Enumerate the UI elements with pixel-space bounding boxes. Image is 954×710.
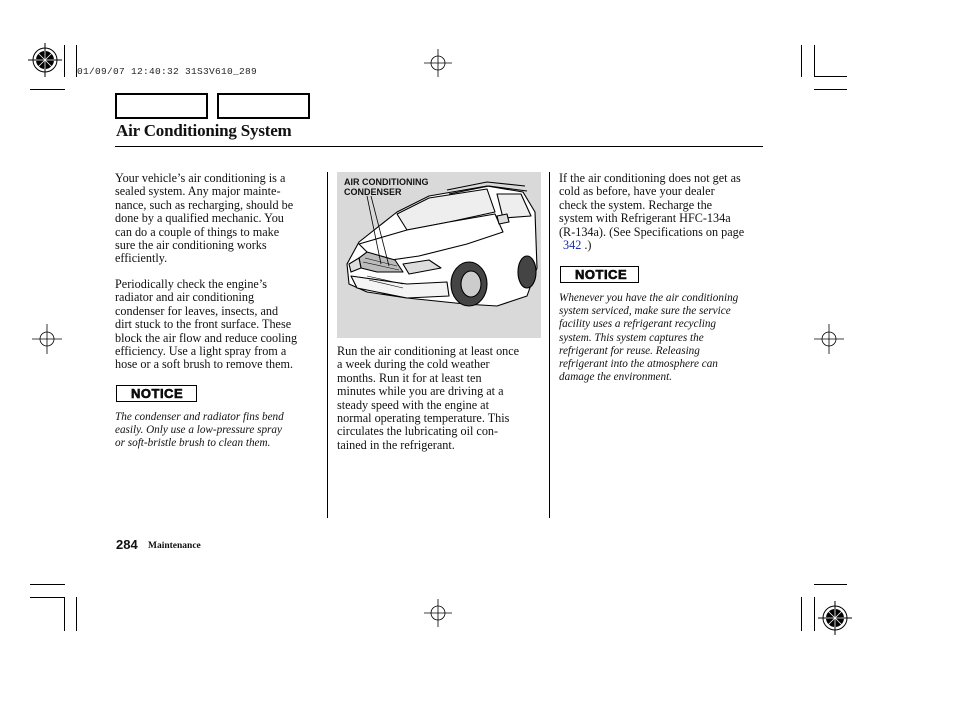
crosshair-icon: [424, 599, 452, 627]
winter-usage-paragraph: Run the air conditioning at least once a week during the cold weather months. Run it for at least ten minutes while you are driving at a steady speed with the engine at normal operating temperature. This circulates the lubricating oil con- tained in the refrigerant.: [337, 344, 520, 452]
crosshair-icon: [814, 324, 844, 354]
suv-front-illustration: [337, 172, 541, 338]
crosshair-icon: [32, 324, 62, 354]
column-divider: [549, 172, 550, 518]
page-ref-suffix: .): [581, 238, 592, 253]
section-name: Maintenance: [148, 541, 201, 551]
notice-text: The condenser and radiator fins bend easily. Only use a low-pressure spray or soft-bristle brush to clean them.: [115, 411, 284, 450]
recharge-paragraph: If the air conditioning does not get as cold as before, have your dealer check the system. Recharge the system with Refrigerant HFC-134a (R-134a). (See Specifications on page 342 .): [559, 171, 745, 253]
page-number: 284: [116, 537, 138, 552]
page-title: Air Conditioning System: [116, 121, 292, 140]
notice-badge: NOTICE: [116, 385, 197, 402]
notice-badge: NOTICE: [560, 266, 639, 283]
title-divider: [115, 146, 763, 147]
registration-target-icon: [28, 43, 62, 77]
maintenance-paragraph: Periodically check the engine’s radiator and air conditioning condenser for leaves, insects, and dirt stuck to the front surface. These block the air flow and reduce cooling efficiency. Use a light spray from a hose or a soft brush to remove them.: [115, 277, 298, 372]
figure-callout-label: AIR CONDITIONING CONDENSER: [344, 177, 429, 197]
page-reference-link[interactable]: 342: [563, 238, 582, 253]
print-stamp: 01/09/07 12:40:32 31S3V610_289: [77, 66, 258, 77]
registration-target-icon: [818, 601, 852, 635]
column-divider: [327, 172, 328, 518]
condenser-illustration: [337, 172, 541, 338]
notice-text: Whenever you have the air conditioning system serviced, make sure the service facility uses a refrigerant recycling system. This system captures the refrigerant for reuse. Releasing refrigerant into the atmosphere can damage the environment.: [559, 292, 739, 384]
nav-tab-box-1[interactable]: [115, 93, 208, 119]
crosshair-icon: [424, 49, 452, 77]
nav-tab-box-2[interactable]: [217, 93, 310, 119]
intro-paragraph: Your vehicle’s air conditioning is a sealed system. Any major mainte- nance, such as recharging, should be done by a qualified mechanic. You can do a couple of things to make sure the air conditioning works efficiently.: [115, 171, 294, 266]
